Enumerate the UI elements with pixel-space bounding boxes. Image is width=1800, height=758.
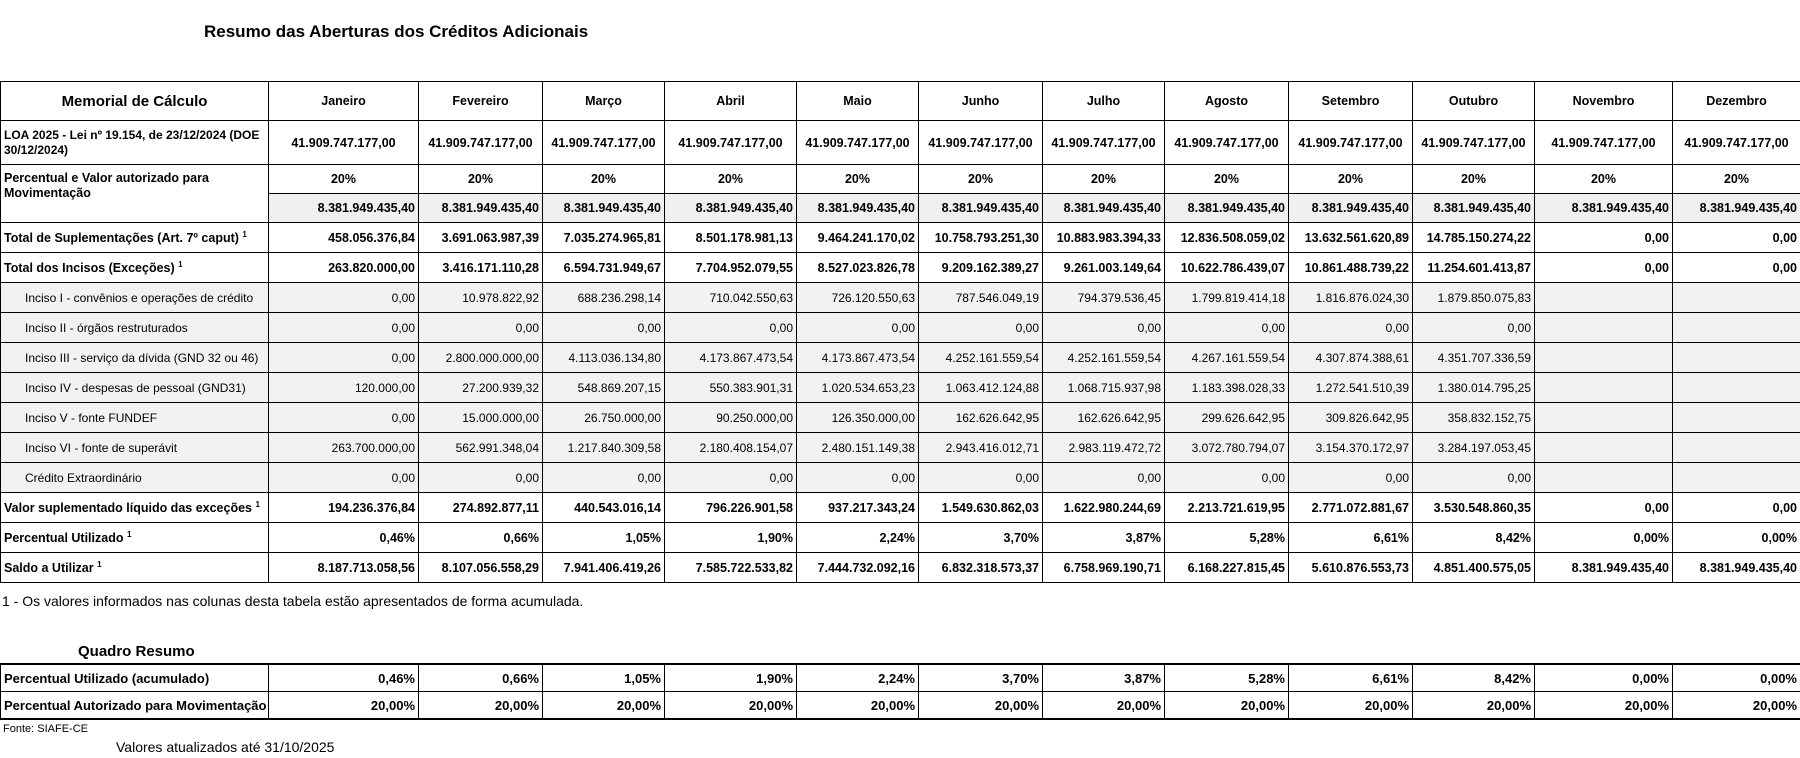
value-cell: 41.909.747.177,00 — [1289, 121, 1413, 165]
value-cell: 8.381.949.435,40 — [1673, 553, 1800, 583]
value-cell: 1.020.534.653,23 — [797, 373, 919, 403]
value-cell: 41.909.747.177,00 — [1043, 121, 1165, 165]
value-cell: 6.594.731.949,67 — [543, 253, 665, 283]
value-cell: 8.381.949.435,40 — [1535, 194, 1673, 223]
value-cell: 0,00 — [797, 463, 919, 493]
value-cell: 4.351.707.336,59 — [1413, 343, 1535, 373]
value-cell: 6.168.227.815,45 — [1165, 553, 1289, 583]
value-cell: 1.380.014.795,25 — [1413, 373, 1535, 403]
value-cell: 3.416.171.110,28 — [419, 253, 543, 283]
value-cell: 8.527.023.826,78 — [797, 253, 919, 283]
value-cell — [1673, 313, 1800, 343]
value-cell: 0,00 — [1289, 463, 1413, 493]
value-cell: 126.350.000,00 — [797, 403, 919, 433]
value-cell: 9.464.241.170,02 — [797, 223, 919, 253]
summary-table — [0, 663, 1800, 720]
summary-body — [1, 664, 1800, 719]
value-cell: 20,00% — [1413, 692, 1535, 720]
summary-row — [1, 692, 1800, 720]
value-cell: 8.187.713.058,56 — [269, 553, 419, 583]
value-cell: 8.381.949.435,40 — [797, 194, 919, 223]
value-cell: 0,66% — [419, 523, 543, 553]
value-cell: 20,00% — [1043, 692, 1165, 720]
value-cell: 2.180.408.154,07 — [665, 433, 797, 463]
row-inciso — [1, 313, 1800, 343]
value-cell: 12.836.508.059,02 — [1165, 223, 1289, 253]
header-month: Abril — [665, 82, 797, 121]
row-inciso — [1, 403, 1800, 433]
value-cell: 0,00% — [1673, 523, 1800, 553]
value-cell: 1.068.715.937,98 — [1043, 373, 1165, 403]
value-cell: 2,24% — [797, 664, 919, 692]
value-cell: 1.816.876.024,30 — [1289, 283, 1413, 313]
value-cell: 41.909.747.177,00 — [269, 121, 419, 165]
value-cell: 5,28% — [1165, 523, 1289, 553]
header-month: Dezembro — [1673, 82, 1800, 121]
value-cell — [1535, 313, 1673, 343]
value-cell: 0,00 — [1535, 493, 1673, 523]
value-cell: 4.851.400.575,05 — [1413, 553, 1535, 583]
value-cell: 4.267.161.559,54 — [1165, 343, 1289, 373]
value-cell — [1673, 463, 1800, 493]
value-cell: 458.056.376,84 — [269, 223, 419, 253]
value-cell — [1535, 463, 1673, 493]
value-cell: 3,87% — [1043, 664, 1165, 692]
value-cell: 0,00 — [1043, 313, 1165, 343]
value-cell: 0,00% — [1673, 664, 1800, 692]
value-cell: 20,00% — [665, 692, 797, 720]
value-cell: 20,00% — [543, 692, 665, 720]
row-label: Percentual Utilizado $^1$ — [1, 523, 269, 553]
value-cell: 6.832.318.573,37 — [919, 553, 1043, 583]
value-cell: 162.626.642,95 — [1043, 403, 1165, 433]
value-cell: 1,05% — [543, 523, 665, 553]
value-cell: 162.626.642,95 — [919, 403, 1043, 433]
value-cell: 41.909.747.177,00 — [797, 121, 919, 165]
value-cell: 1.217.840.309,58 — [543, 433, 665, 463]
value-cell: 120.000,00 — [269, 373, 419, 403]
value-cell: 0,00 — [665, 463, 797, 493]
header-month: Novembro — [1535, 82, 1673, 121]
value-cell: 8.381.949.435,40 — [1673, 194, 1800, 223]
value-cell: 787.546.049,19 — [919, 283, 1043, 313]
value-cell: 2.983.119.472,72 — [1043, 433, 1165, 463]
value-cell: 3,70% — [919, 664, 1043, 692]
value-cell: 263.700.000,00 — [269, 433, 419, 463]
value-cell: 2.480.151.149,38 — [797, 433, 919, 463]
value-cell: 20% — [1289, 165, 1413, 194]
value-cell: 1.549.630.862,03 — [919, 493, 1043, 523]
value-cell: 0,46% — [269, 523, 419, 553]
row-label: Saldo a Utilizar $^1$ — [1, 553, 269, 583]
value-cell: 41.909.747.177,00 — [1413, 121, 1535, 165]
value-cell: 41.909.747.177,00 — [1165, 121, 1289, 165]
value-cell: 0,00 — [269, 343, 419, 373]
value-cell: 11.254.601.413,87 — [1413, 253, 1535, 283]
value-cell: 41.909.747.177,00 — [665, 121, 797, 165]
value-cell: 20,00% — [1535, 692, 1673, 720]
value-cell: 263.820.000,00 — [269, 253, 419, 283]
value-cell: 8,42% — [1413, 664, 1535, 692]
value-cell: 0,00 — [1413, 463, 1535, 493]
memorial-body — [1, 121, 1800, 583]
value-cell: 1.879.850.075,83 — [1413, 283, 1535, 313]
value-cell: 4.113.036.134,80 — [543, 343, 665, 373]
value-cell: 7.585.722.533,82 — [665, 553, 797, 583]
value-cell: 0,00 — [1165, 463, 1289, 493]
value-cell: 0,00 — [269, 403, 419, 433]
value-cell: 688.236.298,14 — [543, 283, 665, 313]
value-cell: 1.063.412.124,88 — [919, 373, 1043, 403]
value-cell: 3.154.370.172,97 — [1289, 433, 1413, 463]
value-cell: 20% — [665, 165, 797, 194]
value-cell: 8.381.949.435,40 — [1165, 194, 1289, 223]
value-cell: 0,00 — [1535, 223, 1673, 253]
value-cell: 5,28% — [1165, 664, 1289, 692]
value-cell: 0,46% — [269, 664, 419, 692]
value-cell — [1535, 283, 1673, 313]
value-cell: 20% — [919, 165, 1043, 194]
value-cell: 440.543.016,14 — [543, 493, 665, 523]
header-month: Outubro — [1413, 82, 1535, 121]
value-cell: 0,00 — [1165, 313, 1289, 343]
value-cell: 274.892.877,11 — [419, 493, 543, 523]
value-cell: 7.704.952.079,55 — [665, 253, 797, 283]
value-cell: 0,00 — [1673, 253, 1800, 283]
value-cell: 1.799.819.414,18 — [1165, 283, 1289, 313]
value-cell: 20% — [269, 165, 419, 194]
value-cell — [1535, 343, 1673, 373]
source-note: Fonte: SIAFE-CE — [3, 723, 88, 735]
value-cell: 20% — [1413, 165, 1535, 194]
value-cell: 0,00 — [919, 313, 1043, 343]
value-cell: 4.252.161.559,54 — [919, 343, 1043, 373]
value-cell: 26.750.000,00 — [543, 403, 665, 433]
row-inciso — [1, 283, 1800, 313]
value-cell: 1,05% — [543, 664, 665, 692]
header-month: Março — [543, 82, 665, 121]
updated-note: Valores atualizados até 31/10/2025 — [116, 739, 335, 755]
value-cell: 8.381.949.435,40 — [1289, 194, 1413, 223]
row-percentual-autorizado — [1, 165, 1800, 194]
value-cell: 4.173.867.473,54 — [797, 343, 919, 373]
value-cell: 10.978.822,92 — [419, 283, 543, 313]
value-cell: 2.771.072.881,67 — [1289, 493, 1413, 523]
row-label: Inciso IV - despesas de pessoal (GND31) — [1, 373, 269, 403]
value-cell: 2.213.721.619,95 — [1165, 493, 1289, 523]
row-loa — [1, 121, 1800, 165]
value-cell: 7.444.732.092,16 — [797, 553, 919, 583]
value-cell: 20% — [1165, 165, 1289, 194]
value-cell: 0,00 — [1673, 493, 1800, 523]
row-label: Crédito Extraordinário — [1, 463, 269, 493]
row-label: Percentual e Valor autorizado para Movimentação — [1, 165, 269, 223]
value-cell: 8.381.949.435,40 — [419, 194, 543, 223]
value-cell: 8,42% — [1413, 523, 1535, 553]
value-cell: 41.909.747.177,00 — [919, 121, 1043, 165]
row-label: Valor suplementado líquido das exceções $^1$ — [1, 493, 269, 523]
value-cell: 0,66% — [419, 664, 543, 692]
row-valor-suplementado — [1, 493, 1800, 523]
value-cell: 4.173.867.473,54 — [665, 343, 797, 373]
value-cell: 8.381.949.435,40 — [1535, 553, 1673, 583]
value-cell: 937.217.343,24 — [797, 493, 919, 523]
value-cell: 20% — [1043, 165, 1165, 194]
value-cell: 7.035.274.965,81 — [543, 223, 665, 253]
value-cell: 8.381.949.435,40 — [1413, 194, 1535, 223]
value-cell: 6,61% — [1289, 523, 1413, 553]
value-cell: 2.943.416.012,71 — [919, 433, 1043, 463]
value-cell: 4.252.161.559,54 — [1043, 343, 1165, 373]
value-cell: 8.381.949.435,40 — [543, 194, 665, 223]
row-valor-autorizado — [1, 194, 1800, 223]
header-month: Fevereiro — [419, 82, 543, 121]
value-cell: 0,00 — [1673, 223, 1800, 253]
value-cell — [1535, 373, 1673, 403]
value-cell: 8.381.949.435,40 — [665, 194, 797, 223]
value-cell: 0,00% — [1535, 664, 1673, 692]
value-cell: 20% — [543, 165, 665, 194]
value-cell: 20,00% — [1673, 692, 1800, 720]
value-cell — [1673, 373, 1800, 403]
value-cell: 13.632.561.620,89 — [1289, 223, 1413, 253]
value-cell — [1673, 433, 1800, 463]
value-cell: 15.000.000,00 — [419, 403, 543, 433]
header-month: Maio — [797, 82, 919, 121]
value-cell: 0,00 — [269, 283, 419, 313]
header-month: Julho — [1043, 82, 1165, 121]
value-cell: 0,00 — [1043, 463, 1165, 493]
value-cell: 8.501.178.981,13 — [665, 223, 797, 253]
value-cell: 1,90% — [665, 664, 797, 692]
row-label: Inciso III - serviço da dívida (GND 32 ou 46) — [1, 343, 269, 373]
value-cell: 9.209.162.389,27 — [919, 253, 1043, 283]
value-cell: 27.200.939,32 — [419, 373, 543, 403]
value-cell — [1673, 343, 1800, 373]
value-cell — [1535, 403, 1673, 433]
header-row — [1, 82, 1800, 121]
value-cell: 309.826.642,95 — [1289, 403, 1413, 433]
value-cell: 0,00 — [797, 313, 919, 343]
value-cell: 9.261.003.149,64 — [1043, 253, 1165, 283]
value-cell: 0,00 — [919, 463, 1043, 493]
row-label: Total dos Incisos (Exceções) $^1$ — [1, 253, 269, 283]
value-cell: 8.107.056.558,29 — [419, 553, 543, 583]
summary-title: Quadro Resumo — [78, 643, 195, 660]
value-cell: 41.909.747.177,00 — [543, 121, 665, 165]
value-cell: 0,00 — [419, 313, 543, 343]
value-cell: 4.307.874.388,61 — [1289, 343, 1413, 373]
value-cell: 2.800.000.000,00 — [419, 343, 543, 373]
row-inciso — [1, 373, 1800, 403]
value-cell: 548.869.207,15 — [543, 373, 665, 403]
value-cell: 10.758.793.251,30 — [919, 223, 1043, 253]
value-cell: 1.622.980.244,69 — [1043, 493, 1165, 523]
value-cell — [1535, 433, 1673, 463]
value-cell: 8.381.949.435,40 — [269, 194, 419, 223]
value-cell: 20,00% — [919, 692, 1043, 720]
value-cell: 0,00 — [419, 463, 543, 493]
value-cell: 0,00 — [1535, 253, 1673, 283]
value-cell: 41.909.747.177,00 — [1673, 121, 1800, 165]
row-label: Inciso VI - fonte de superávit — [1, 433, 269, 463]
value-cell: 1.272.541.510,39 — [1289, 373, 1413, 403]
value-cell: 3,87% — [1043, 523, 1165, 553]
row-percentual-utilizado — [1, 523, 1800, 553]
value-cell: 7.941.406.419,26 — [543, 553, 665, 583]
row-total-incisos — [1, 253, 1800, 283]
value-cell — [1673, 283, 1800, 313]
value-cell: 1,90% — [665, 523, 797, 553]
value-cell — [1673, 403, 1800, 433]
header-month: Janeiro — [269, 82, 419, 121]
value-cell: 20% — [1673, 165, 1800, 194]
header-memorial: Memorial de Cálculo — [1, 82, 269, 121]
value-cell: 41.909.747.177,00 — [419, 121, 543, 165]
value-cell: 796.226.901,58 — [665, 493, 797, 523]
value-cell: 20,00% — [269, 692, 419, 720]
memorial-table — [0, 81, 1800, 583]
value-cell: 20% — [419, 165, 543, 194]
value-cell: 10.883.983.394,33 — [1043, 223, 1165, 253]
value-cell: 10.622.786.439,07 — [1165, 253, 1289, 283]
row-label: Inciso V - fonte FUNDEF — [1, 403, 269, 433]
value-cell: 6,61% — [1289, 664, 1413, 692]
value-cell: 20% — [797, 165, 919, 194]
value-cell: 41.909.747.177,00 — [1535, 121, 1673, 165]
value-cell: 358.832.152,75 — [1413, 403, 1535, 433]
value-cell: 3.072.780.794,07 — [1165, 433, 1289, 463]
value-cell: 0,00 — [543, 463, 665, 493]
value-cell: 726.120.550,63 — [797, 283, 919, 313]
value-cell: 0,00 — [1289, 313, 1413, 343]
value-cell: 20,00% — [1165, 692, 1289, 720]
row-inciso — [1, 463, 1800, 493]
value-cell: 0,00 — [1413, 313, 1535, 343]
value-cell: 794.379.536,45 — [1043, 283, 1165, 313]
row-label: Percentual Utilizado (acumulado) — [1, 664, 269, 692]
value-cell: 20,00% — [1289, 692, 1413, 720]
value-cell: 0,00 — [269, 313, 419, 343]
value-cell: 0,00 — [269, 463, 419, 493]
value-cell: 8.381.949.435,40 — [919, 194, 1043, 223]
page-title: Resumo das Aberturas dos Créditos Adicionais — [204, 22, 589, 41]
value-cell: 6.758.969.190,71 — [1043, 553, 1165, 583]
summary-row — [1, 664, 1800, 692]
value-cell: 0,00% — [1535, 523, 1673, 553]
row-saldo-utilizar — [1, 553, 1800, 583]
value-cell: 299.626.642,95 — [1165, 403, 1289, 433]
value-cell: 3.530.548.860,35 — [1413, 493, 1535, 523]
value-cell: 0,00 — [665, 313, 797, 343]
row-label: LOA 2025 - Lei nº 19.154, de 23/12/2024 (DOE 30/12/2024) — [1, 121, 269, 165]
row-inciso — [1, 343, 1800, 373]
value-cell: 0,00 — [543, 313, 665, 343]
value-cell: 20,00% — [419, 692, 543, 720]
header-month: Junho — [919, 82, 1043, 121]
header-month: Setembro — [1289, 82, 1413, 121]
value-cell: 3.691.063.987,39 — [419, 223, 543, 253]
row-label: Inciso II - órgãos restruturados — [1, 313, 269, 343]
value-cell: 20% — [1535, 165, 1673, 194]
value-cell: 194.236.376,84 — [269, 493, 419, 523]
value-cell: 8.381.949.435,40 — [1043, 194, 1165, 223]
value-cell: 20,00% — [797, 692, 919, 720]
value-cell: 550.383.901,31 — [665, 373, 797, 403]
row-total-suplementacoes — [1, 223, 1800, 253]
value-cell: 1.183.398.028,33 — [1165, 373, 1289, 403]
value-cell: 3,70% — [919, 523, 1043, 553]
header-month: Agosto — [1165, 82, 1289, 121]
row-label: Total de Suplementações (Art. 7º caput) $^1$ — [1, 223, 269, 253]
value-cell: 710.042.550,63 — [665, 283, 797, 313]
row-label: Percentual Autorizado para Movimentação — [1, 692, 269, 720]
value-cell: 2,24% — [797, 523, 919, 553]
value-cell: 10.861.488.739,22 — [1289, 253, 1413, 283]
value-cell: 562.991.348,04 — [419, 433, 543, 463]
value-cell: 14.785.150.274,22 — [1413, 223, 1535, 253]
row-inciso — [1, 433, 1800, 463]
footnote: 1 - Os valores informados nas colunas desta tabela estão apresentados de forma acumulada. — [2, 593, 584, 609]
value-cell: 5.610.876.553,73 — [1289, 553, 1413, 583]
row-label: Inciso I - convênios e operações de crédito — [1, 283, 269, 313]
value-cell: 3.284.197.053,45 — [1413, 433, 1535, 463]
value-cell: 90.250.000,00 — [665, 403, 797, 433]
